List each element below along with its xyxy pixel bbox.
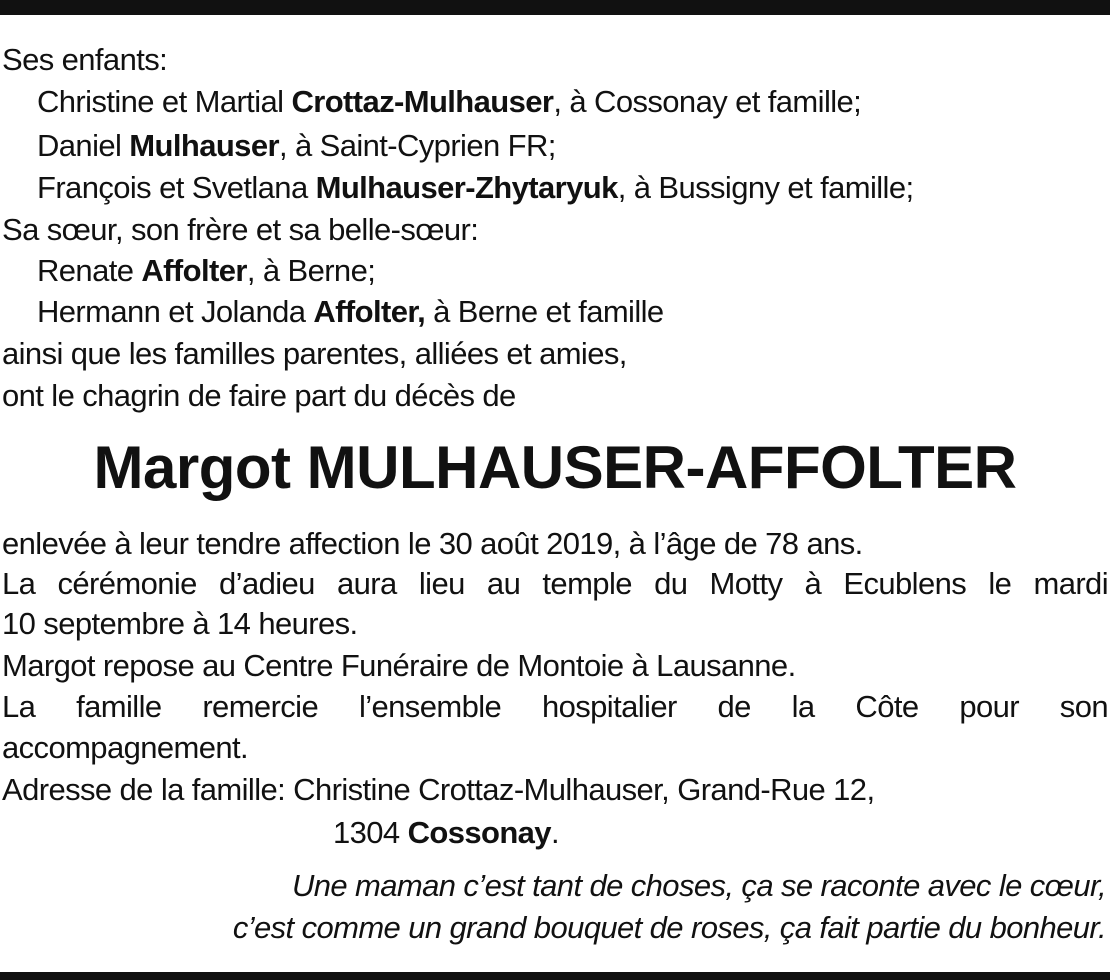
sibling-given-names: Renate <box>37 253 142 288</box>
rest-place-line: Margot repose au Centre Funéraire de Montoie à Lausanne. <box>2 648 796 683</box>
sibling-location: à Berne et famille <box>425 294 664 329</box>
child-given-names: Christine et Martial <box>37 84 292 119</box>
child-entry <box>37 170 913 206</box>
deceased-name: Margot MULHAUSER-AFFOLTER <box>93 434 1017 501</box>
ceremony-line: La cérémonie d’adieu aura lieu au temple du Motty à Ecublens le mardi <box>2 566 1108 601</box>
sibling-location: , à Berne; <box>246 253 376 288</box>
child-location: , à Cossonay et famille; <box>553 84 862 119</box>
bottom-border-rule <box>0 972 1110 980</box>
child-given-names: François et Svetlana <box>37 170 316 205</box>
death-line: enlevée à leur tendre affection le 30 août 2019, à l’âge de 78 ans. <box>2 526 863 561</box>
quote-line: Une maman c’est tant de choses, ça se raconte avec le cœur, <box>291 868 1106 903</box>
thanks-line: La famille remercie l’ensemble hospitalier de la Côte pour son <box>2 689 1108 724</box>
siblings-heading: Sa sœur, son frère et sa belle-sœur: <box>2 212 479 247</box>
sibling-entry <box>37 253 375 289</box>
thanks-line-end: accompagnement. <box>2 730 249 765</box>
family-address-line: Adresse de la famille: Christine Crottaz-Mulhauser, Grand-Rue 12, <box>2 772 875 807</box>
child-location: , à Saint-Cyprien FR; <box>278 128 556 163</box>
sibling-surname: Affolter <box>141 253 247 288</box>
ceremony-time-line: 10 septembre à 14 heures. <box>2 606 358 641</box>
child-entry <box>37 128 556 164</box>
child-location: , à Bussigny et famille; <box>617 170 914 205</box>
quote-line: c’est comme un grand bouquet de roses, ça fait partie du bonheur. <box>232 910 1106 945</box>
child-surname: Mulhauser <box>129 128 279 163</box>
postcode: 1304 <box>333 815 408 850</box>
relatives-line: ainsi que les familles parentes, alliées et amies, <box>2 336 627 371</box>
child-given-names: Daniel <box>37 128 130 163</box>
announcement-line: ont le chagrin de faire part du décès de <box>2 378 516 413</box>
city-name: Cossonay <box>407 815 551 850</box>
address-period: . <box>550 815 559 850</box>
top-border-rule <box>0 0 1110 15</box>
child-entry <box>37 84 861 120</box>
sibling-entry <box>37 294 664 330</box>
sibling-given-names: Hermann et Jolanda <box>37 294 314 329</box>
sibling-surname: Affolter, <box>313 294 426 329</box>
child-surname: Crottaz-Mulhauser <box>291 84 554 119</box>
family-address-city <box>333 815 559 851</box>
child-surname: Mulhauser-Zhytaryuk <box>315 170 618 205</box>
children-heading: Ses enfants: <box>2 42 168 77</box>
